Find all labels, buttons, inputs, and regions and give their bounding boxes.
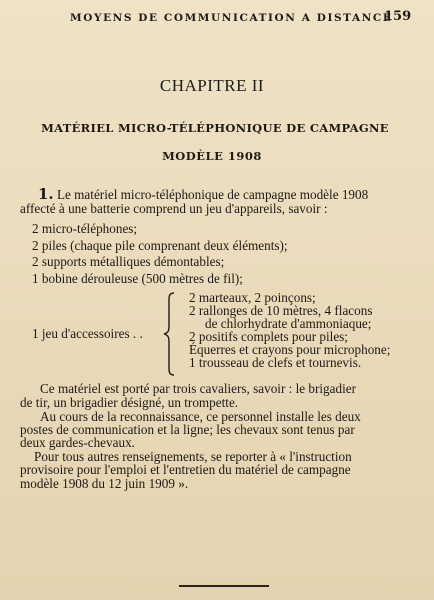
paragraph-number: 1.	[38, 185, 54, 203]
paragraph-1-line-1: 1. Le matériel micro-téléphonique de campagne modèle 1908	[38, 185, 369, 203]
chapter-title: CHAPITRE II	[159, 76, 265, 95]
page-number: 159	[384, 9, 412, 24]
accessories-label: 1 jeu d'accessoires . .	[32, 326, 143, 341]
accessory-line: 2 marteaux, 2 poinçons;	[189, 290, 316, 305]
section-subtitle: MODÈLE 1908	[162, 149, 262, 163]
list-item: 2 supports métalliques démontables;	[32, 254, 225, 269]
running-header: MOYENS DE COMMUNICATION A DISTANCE	[70, 12, 393, 24]
accessory-line: Équerres et crayons pour microphone;	[189, 342, 391, 357]
accessory-line: de chlorhydrate d'ammoniaque;	[205, 316, 372, 331]
end-rule	[179, 585, 269, 587]
paragraph-2-line-1: Ce matériel est porté par trois cavaliers, savoir : le brigadier	[40, 381, 357, 396]
paragraph-3-line-2: postes de communication et la ligne; les chevaux sont tenus par	[20, 422, 355, 437]
list-item: 1 bobine dérouleuse (500 mètres de fil);	[32, 271, 243, 286]
paragraph-4-line-3: modèle 1908 du 12 juin 1909 ».	[20, 476, 189, 491]
paragraph-1-line-2: affecté à une batterie comprend un jeu d'appareils, savoir :	[20, 201, 328, 216]
paragraph-4-line-1: Pour tous autres renseignements, se reporter à « l'instruction	[34, 449, 352, 464]
accessory-line: 1 trousseau de clefs et tournevis.	[189, 355, 362, 370]
accessory-line: 2 rallonges de 10 mètres, 4 flacons	[189, 303, 373, 318]
paragraph-2-line-2: de tir, un brigadier désigné, un trompette.	[20, 395, 239, 410]
paragraph-3-line-1: Au cours de la reconnaissance, ce personnel installe les deux	[40, 409, 361, 424]
accessory-line: 2 positifs complets pour piles;	[189, 329, 348, 344]
section-title: MATÉRIEL MICRO-TÉLÉPHONIQUE DE CAMPAGNE	[41, 121, 389, 135]
curly-brace-icon	[163, 292, 177, 376]
list-item: 2 piles (chaque pile comprenant deux éléments);	[32, 238, 288, 253]
list-item: 2 micro-téléphones;	[32, 221, 138, 236]
paragraph-3-line-3: deux gardes-chevaux.	[20, 435, 135, 450]
paragraph-4-line-2: provisoire pour l'emploi et l'entretien du matériel de campagne	[20, 462, 351, 477]
